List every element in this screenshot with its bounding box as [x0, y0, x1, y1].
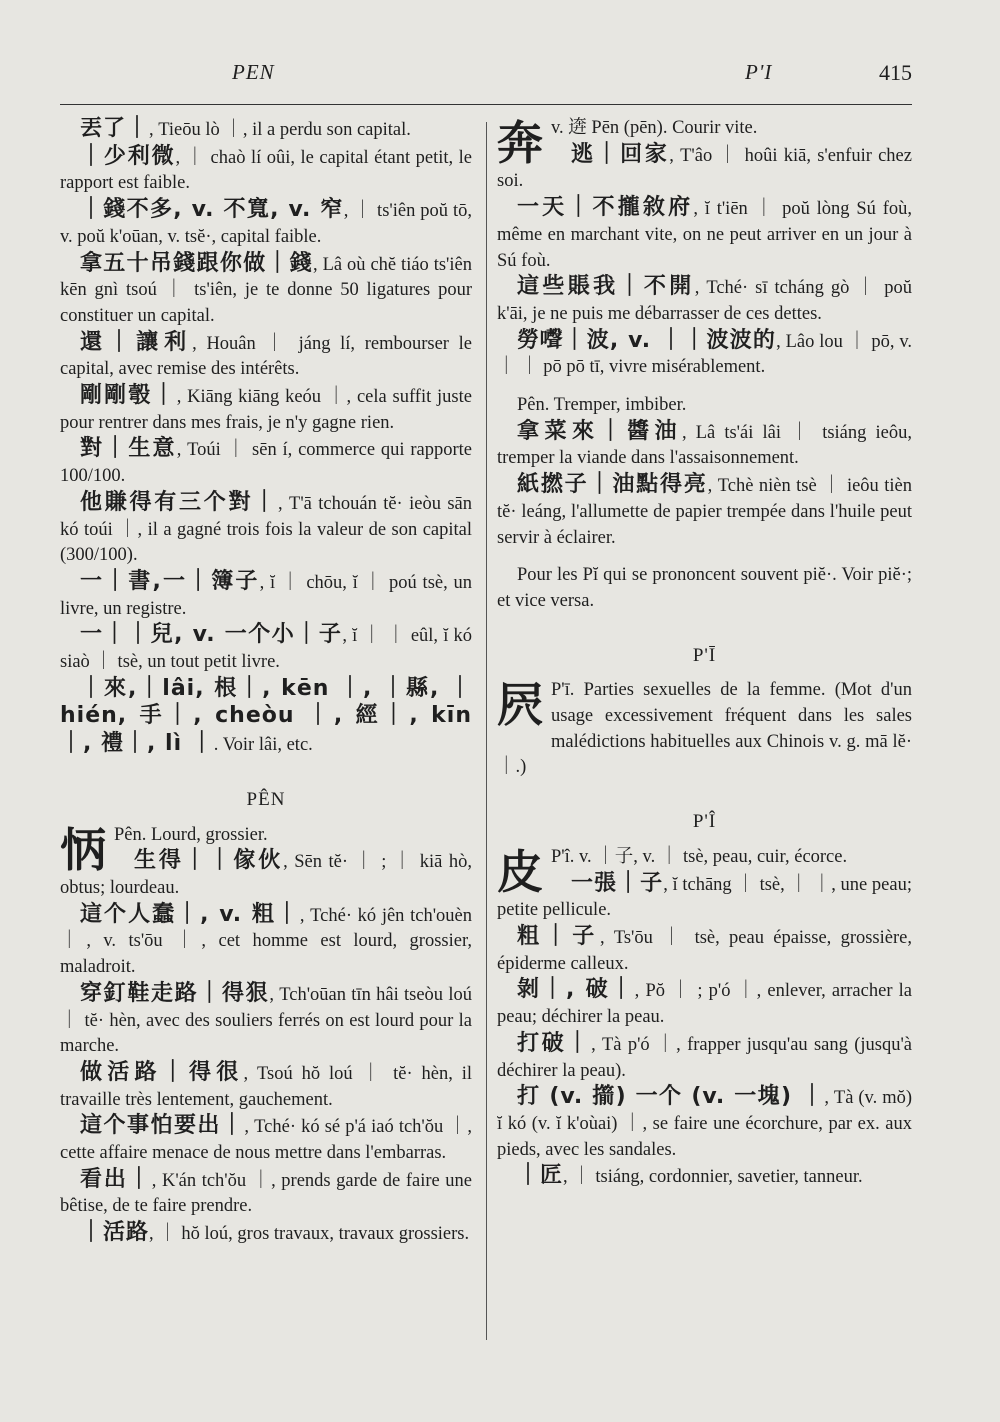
left-entries-bottom	[60, 848, 472, 1248]
right-entries-bottom	[497, 871, 912, 1191]
entry-gloss: , T'ā tchouán tĕ· ieòu sān kó toúi ｜, il a gagné trois fois la valeur de son capital (300/100).	[60, 493, 472, 566]
dictionary-entry	[497, 871, 912, 924]
dictionary-entry	[497, 195, 912, 274]
entry-chinese: 一｜書,一｜簿子	[80, 568, 260, 594]
headword-definition: Pên. Lourd, grossier.	[114, 824, 268, 845]
entry-gloss: , Kiāng kiāng keóu ｜, cela suffit juste pour rentrer dans mes frais, je n'y gagne rien.	[60, 387, 472, 433]
entry-chinese: 紙撚子｜油點得亮	[517, 472, 708, 498]
dictionary-entry	[60, 676, 472, 759]
entry-chinese: 還｜讓利	[80, 329, 193, 355]
pen-note: Pên. Tremper, imbiber.	[517, 395, 687, 416]
entry-gloss: , Tsoú hŏ loú ｜ tĕ· hèn, il travaille très lentement, gauchement.	[60, 1063, 472, 1110]
headword-char: 怲	[60, 822, 106, 877]
entry-chinese: 這个事怕要出｜	[80, 1113, 245, 1139]
dictionary-entry	[497, 1084, 912, 1163]
entry-gloss: , Tchè nièn tsè ｜ ieôu tièn tĕ· leáng, l'allumette de papier trempée dans l'huile peut servir à éclairer.	[497, 476, 912, 548]
left-column	[60, 116, 472, 1248]
entry-gloss: , ĭ tchāng ｜ tsè, ｜ ｜, une peau; petite pellicule.	[497, 874, 912, 921]
entry-gloss: , Lâ ts'ái lâi ｜ tsiáng ieôu, tremper la viande dans l'assaisonnement.	[497, 422, 912, 469]
entry-chinese: 這个人蠢｜, v. 粗｜	[80, 901, 300, 927]
entry-gloss: , ｜ ts'iên poŭ tō, v. poŭ k'oūan, v. tsĕ·, capital faible.	[60, 201, 472, 247]
header-rule	[60, 104, 912, 105]
entry-gloss: , ĭ ｜ ｜ eûl, ĭ kó siaò ｜ tsè, un tout petit livre.	[60, 626, 472, 673]
entry-chinese: 剝｜, 破｜	[517, 977, 635, 1003]
entry-chinese: ｜來,｜lâi, 根｜, kēn ｜, ｜縣, ｜hién, 手｜, cheòu ｜, 經｜, kīn ｜, 禮｜, lì ｜	[60, 675, 472, 757]
cross-reference-note: Pour les Pĭ qui se prononcent souvent piĕ·. Voir piĕ·; et vice versa.	[497, 565, 912, 611]
left-entries-top	[60, 116, 472, 759]
section-title-pi2: P'Î	[692, 811, 717, 833]
entry-chinese: 剛剛彀｜	[80, 383, 177, 409]
headword-pi1	[497, 678, 912, 781]
running-head	[60, 60, 912, 90]
entry-chinese: 對｜生意	[80, 436, 177, 462]
dictionary-entry	[60, 1060, 472, 1113]
entry-gloss: , ĭ t'iēn ｜ poŭ lòng Sú foù, même en marchant vite, on ne peut arriver en un jour à Sú foù.	[497, 199, 912, 271]
entry-chinese: 勞𡄔｜波, v. ｜｜波波的	[517, 327, 777, 353]
entry-chinese: 丟了｜	[80, 116, 150, 141]
entry-chinese: ｜錢不多, v. 不寬, v. 窄	[80, 197, 344, 223]
dictionary-entry	[60, 902, 472, 981]
entry-chinese: 生得｜｜傢伙	[134, 848, 284, 874]
entry-gloss: , ｜ hŏ loú, gros travaux, travaux grossiers.	[149, 1224, 470, 1245]
running-head-middle: P'I	[745, 60, 773, 84]
dictionary-entry	[497, 328, 912, 381]
entry-chinese: 打 (v. 擶) 一个 (v. 一塊) ｜	[517, 1084, 825, 1110]
right-entries-top	[497, 142, 912, 381]
dictionary-entry	[60, 622, 472, 675]
entry-chinese: 拿菜來｜醬油	[517, 418, 682, 444]
entry-gloss: . Voir lâi, etc.	[213, 735, 313, 756]
entry-chinese: 看出｜	[80, 1166, 152, 1192]
dictionary-entry	[60, 569, 472, 622]
dictionary-entry	[60, 383, 472, 436]
dictionary-entry	[60, 197, 472, 250]
entry-gloss: , Lâo lou ｜ pō, v. ｜ ｜ pō pō tī, vivre misérablement.	[497, 331, 912, 378]
dictionary-entry	[60, 116, 472, 144]
headword-char: 奔	[497, 116, 543, 170]
entry-gloss: , ｜ tsiáng, cordonnier, savetier, tanneur.	[563, 1167, 863, 1188]
dictionary-entry	[497, 924, 912, 977]
right-column	[497, 116, 912, 1191]
dictionary-entry	[497, 1163, 912, 1191]
entry-chinese: 一天｜不攏敘府	[517, 195, 694, 221]
headword-char: 屄	[497, 678, 543, 733]
column-divider	[486, 122, 487, 1340]
entry-chinese: 粗｜子	[517, 923, 600, 949]
entry-gloss: , T'âo ｜ hoûi kiā, s'enfuir chez soi.	[497, 145, 912, 192]
entry-gloss: , Tà p'ó ｜, frapper jusqu'au sang (jusqu'à déchirer la peau).	[497, 1034, 912, 1081]
entry-chinese: 他賺得有三个對｜	[80, 489, 279, 515]
entry-chinese: ｜少利微	[80, 143, 176, 169]
dictionary-entry	[60, 981, 472, 1060]
dictionary-entry	[60, 1167, 472, 1220]
running-head-left: PEN	[232, 60, 275, 84]
entry-gloss: , Pŏ ｜ ; p'ó ｜, enlever, arracher la peau; déchirer la peau.	[497, 981, 912, 1028]
dictionary-entry	[60, 1220, 472, 1248]
right-entries-mid	[497, 419, 912, 552]
entry-gloss: , Tà (v. mŏ) ĭ kó (v. ĭ k'oùai) ｜, se faire une écorchure, par ex. aux pieds, avec les sandales.	[497, 1088, 912, 1160]
headword-definition: P'ī. Parties sexuelles de la femme. (Mot d'un usage excessivement fréquent dans les sales malédictions habituelles aux Chinois v. g. mā lĕ· ｜.)	[497, 680, 912, 778]
page-number: 415	[879, 60, 912, 85]
headword-definition: P'î. v. ｜子, v. ｜ tsè, peau, cuir, écorce.	[551, 846, 848, 867]
headword-char: 皮	[497, 844, 543, 899]
entry-gloss: , ｜ chaò lí oûi, le capital étant petit, le rapport est faible.	[60, 147, 472, 194]
entry-chinese: 穿釘鞋走路｜得狠	[80, 980, 270, 1006]
section-title-pi1: P'Ī	[692, 644, 717, 666]
entry-gloss: , Toúi ｜ sēn í, commerce qui rapporte 100/100.	[60, 440, 472, 487]
headword-definition: v. 逩 Pēn (pēn). Courir vite.	[551, 118, 758, 138]
dictionary-entry	[497, 419, 912, 472]
dictionary-entry	[497, 472, 912, 551]
section-title-pen: PÊN	[246, 788, 286, 810]
dictionary-entry	[497, 1031, 912, 1084]
entry-gloss: , Tieōu lò ｜, il a perdu son capital.	[149, 120, 411, 140]
entry-gloss: , Lâ où chĕ tiáo ts'iên kēn gnì tsoú ｜ ts'iên, je te donne 50 ligatures pour constituer un capital.	[60, 254, 472, 326]
entry-gloss: , Sēn tĕ· ｜ ; ｜ kiā hò, obtus; lourdeau.	[60, 852, 472, 898]
entry-gloss: , ĭ ｜ chōu, ĭ ｜ poú tsè, un livre, un registre.	[60, 572, 473, 619]
entry-gloss: , K'án tch'ŏu ｜, prends garde de faire une bêtise, de te faire prendre.	[60, 1170, 472, 1217]
dictionary-entry	[60, 330, 472, 383]
dictionary-entry	[60, 251, 472, 330]
dictionary-entry	[60, 144, 472, 197]
dictionary-entry	[60, 490, 472, 569]
entry-gloss: , Tché· sī tcháng gò ｜ poŭ k'āi, je ne puis me débarrasser de ces dettes.	[497, 278, 912, 324]
entry-gloss: , Ts'ōu ｜ tsè, peau épaisse, grossière, épiderme calleux.	[497, 927, 912, 974]
entry-chinese: 一｜｜兒, v. 一个小｜子	[80, 622, 343, 648]
entry-gloss: , Tch'oūan tīn hâi tseòu loú ｜ tĕ· hèn, avec des souliers ferrés on est lourd pour la marche.	[60, 984, 472, 1057]
dictionary-entry	[497, 274, 912, 327]
entry-chinese: 逃｜回家	[571, 141, 670, 167]
dictionary-entry	[60, 848, 472, 901]
entry-chinese: 做活路｜得很	[80, 1059, 244, 1085]
entry-chinese: ｜活路	[80, 1220, 150, 1246]
entry-chinese: 打破｜	[517, 1030, 592, 1056]
entry-chinese: 一張｜子	[571, 870, 664, 896]
entry-gloss: , Tché· kó jên tch'ouèn ｜, v. ts'ōu ｜, cet homme est lourd, grossier, maladroit.	[60, 905, 472, 978]
dictionary-entry	[497, 142, 912, 195]
entry-gloss: , Houân ｜ jáng lí, rembourser le capital, avec remise des intérêts.	[60, 333, 472, 380]
entry-chinese: ｜匠	[517, 1163, 564, 1189]
entry-gloss: , Tché· kó sé p'á iaó tch'ŏu ｜, cette affaire menace de nous mettre dans l'embarras.	[60, 1117, 472, 1164]
dictionary-entry	[60, 436, 472, 489]
dictionary-entry	[60, 1113, 472, 1166]
entry-chinese: 拿五十吊錢跟你做｜錢	[80, 250, 314, 276]
entry-chinese: 這些賬我｜不開	[517, 274, 695, 300]
dictionary-entry	[497, 977, 912, 1030]
